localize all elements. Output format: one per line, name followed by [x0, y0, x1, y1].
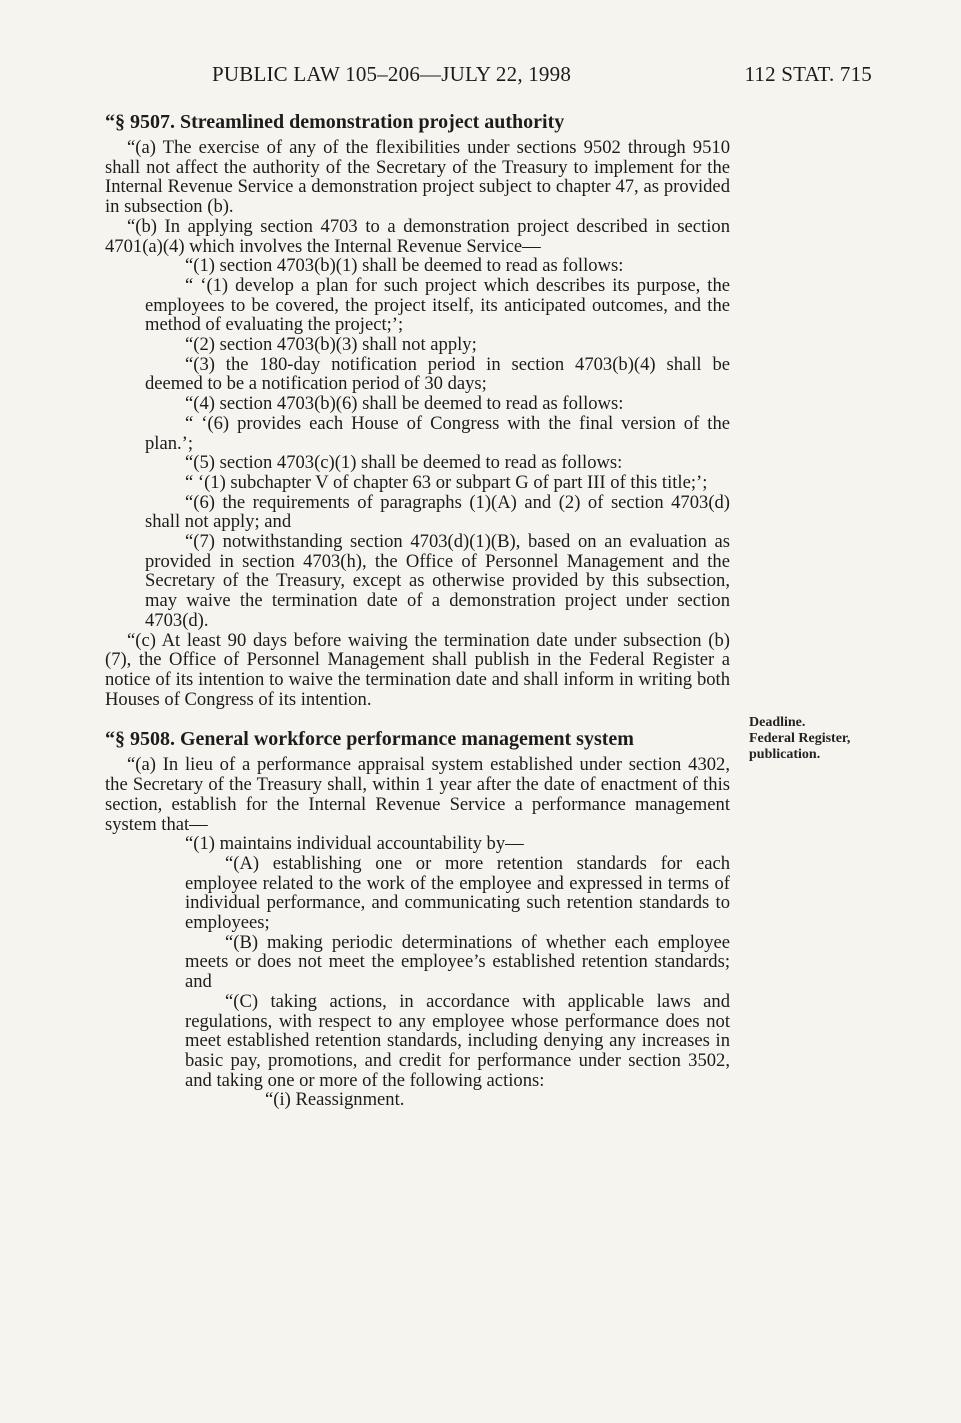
sec9508-paragraph-1: “(1) maintains individual accountability by— [185, 833, 524, 855]
header-public-law: PUBLIC LAW 105–206—JULY 22, 1998 [212, 62, 572, 86]
sec9507-paragraph-7: “(7) notwithstanding section 4703(d)(1)(B), based on an evaluation as provided in section 4703(h), the Office of Personnel Management and the Secretary of the Treasury, except as otherwise provided by this subsection, may waive the termination date of a demonstration project under section 4703(d). [145, 531, 730, 631]
sec9507-paragraph-6: “(6) the requirements of paragraphs (1)(A) and (2) of section 4703(d) shall not apply; and [145, 491, 730, 533]
sec9507-paragraph-4-quote: “ ‘(6) provides each House of Congress with the final version of the plan.’; [145, 412, 730, 454]
sec9507-paragraph-1: “(1) section 4703(b)(1) shall be deemed to read as follows: [185, 255, 624, 277]
sec9507-paragraph-3: “(3) the 180-day notification period in section 4703(b)(4) shall be deemed to be a notification period of 30 days; [145, 353, 730, 395]
sec9507-paragraph-5: “(5) section 4703(c)(1) shall be deemed to read as follows: [185, 452, 623, 474]
sec9508-subparagraph-B: “(B) making periodic determinations of whether each employee meets or does not meet the employee’s established retention standards; and [185, 931, 730, 993]
running-header [212, 62, 872, 90]
margin-note-publication: publication. [749, 747, 821, 762]
sec9507-subsection-b: “(b) In applying section 4703 to a demonstration project described in section 4701(a)(4) which involves the Internal Revenue Service— [105, 215, 730, 257]
sec9507-subsection-a: “(a) The exercise of any of the flexibilities under sections 9502 through 9510 shall not affect the authority of the Secretary of the Treasury to implement for the Internal Revenue Service a demonstration project subject to chapter 47, as provided in subsection (b). [105, 137, 730, 218]
margin-note [749, 715, 879, 763]
sec9508-subsection-a: “(a) In lieu of a performance appraisal system established under section 4302, the Secretary of the Treasury shall, within 1 year after the date of enactment of this section, establish for the Internal Revenue Service a performance management system that— [105, 754, 730, 835]
sec9507-paragraph-5-quote: “ ‘(1) subchapter V of chapter 63 or subpart G of part III of this title;’; [185, 471, 708, 493]
sec9507-subsection-c: “(c) At least 90 days before waiving the termination date under subsection (b)(7), the Office of Personnel Management shall publish in the Federal Register a notice of its intention to waive the termination date and shall inform in writing both Houses of Congress of its intention. [105, 629, 730, 710]
header-stat-page: 112 STAT. 715 [744, 62, 872, 86]
page-body [105, 110, 730, 1110]
sec9507-paragraph-1-quote: “ ‘(1) develop a plan for such project which describes its purpose, the employees to be covered, the project itself, its anticipated outcomes, and the method of evaluating the project;’; [145, 274, 730, 336]
sec9507-paragraph-2: “(2) section 4703(b)(3) shall not apply; [185, 334, 477, 356]
sec9508-clause-i: “(i) Reassignment. [265, 1089, 405, 1111]
margin-note-deadline: Deadline. [749, 715, 806, 730]
sec9508-subparagraph-A: “(A) establishing one or more retention standards for each employee related to the work of the employee and expressed in terms of individual performance, and communicating such retention standards to employees; [185, 852, 730, 934]
sec9508-subparagraph-C: “(C) taking actions, in accordance with applicable laws and regulations, with respect to any employee whose performance does not meet established retention standards, including denying any increases in basic pay, promotions, and credit for performance under section 3502, and taking one or more of the following actions: [185, 990, 730, 1091]
margin-note-federal-register: Federal Register, [749, 731, 851, 746]
section-9508-heading: “§ 9508. General workforce performance management system [105, 728, 634, 751]
sec9507-paragraph-4: “(4) section 4703(b)(6) shall be deemed to read as follows: [185, 393, 624, 415]
section-9507-heading: “§ 9507. Streamlined demonstration project authority [105, 111, 565, 133]
